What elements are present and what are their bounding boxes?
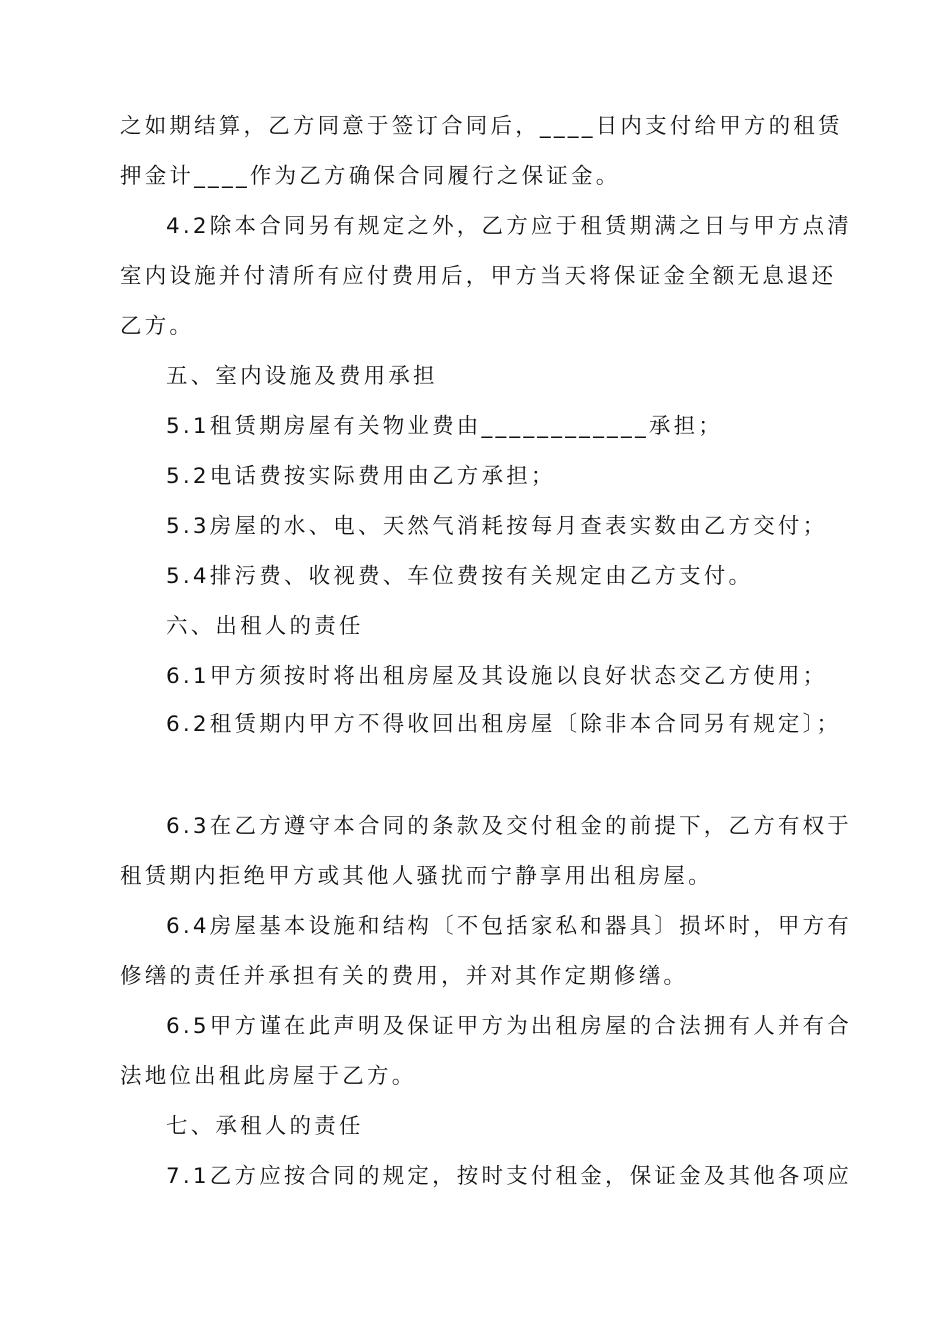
section-heading-6: 六、出租人的责任: [166, 614, 364, 639]
paragraph-line: 法地位出租此房屋于乙方。: [120, 1064, 417, 1089]
clause-6-2: 6.2租赁期内甲方不得收回出租房屋〔除非本合同另有规定〕；: [166, 712, 842, 737]
clause-6-5: 6.5甲方谨在此声明及保证甲方为出租房屋的合法拥有人并有合: [166, 1014, 852, 1039]
section-heading-7: 七、承租人的责任: [166, 1114, 364, 1139]
clause-5-1: 5.1租赁期房屋有关物业费由____________承担；: [166, 414, 723, 439]
paragraph-line: 室内设施并付清所有应付费用后，甲方当天将保证金全额无息退还: [120, 264, 837, 289]
section-heading-5: 五、室内设施及费用承担: [166, 364, 438, 389]
clause-5-3: 5.3房屋的水、电、天然气消耗按每月查表实数由乙方交付；: [166, 514, 828, 539]
clause-6-4: 6.4房屋基本设施和结构〔不包括家私和器具〕损坏时，甲方有: [166, 914, 852, 939]
clause-7-1: 7.1乙方应按合同的规定，按时支付租金，保证金及其他各项应: [166, 1164, 852, 1189]
clause-6-1: 6.1甲方须按时将出租房屋及其设施以良好状态交乙方使用；: [166, 664, 828, 689]
paragraph-line: 租赁期内拒绝甲方或其他人骚扰而宁静享用出租房屋。: [120, 864, 713, 889]
paragraph-line: 修缮的责任并承担有关的费用，并对其作定期修缮。: [120, 964, 689, 989]
paragraph-line: 乙方。: [120, 314, 195, 339]
clause-5-4: 5.4排污费、收视费、车位费按有关规定由乙方支付。: [166, 564, 754, 589]
paragraph-line: 之如期结算，乙方同意于签订合同后，____日内支付给甲方的租赁: [120, 114, 843, 139]
clause-5-2: 5.2电话费按实际费用由乙方承担；: [166, 464, 556, 489]
clause-6-3: 6.3在乙方遵守本合同的条款及交付租金的前提下，乙方有权于: [166, 814, 852, 839]
clause-4-2: 4.2除本合同另有规定之外，乙方应于租赁期满之日与甲方点清: [166, 214, 852, 239]
paragraph-line: 押金计____作为乙方确保合同履行之保证金。: [120, 164, 621, 189]
